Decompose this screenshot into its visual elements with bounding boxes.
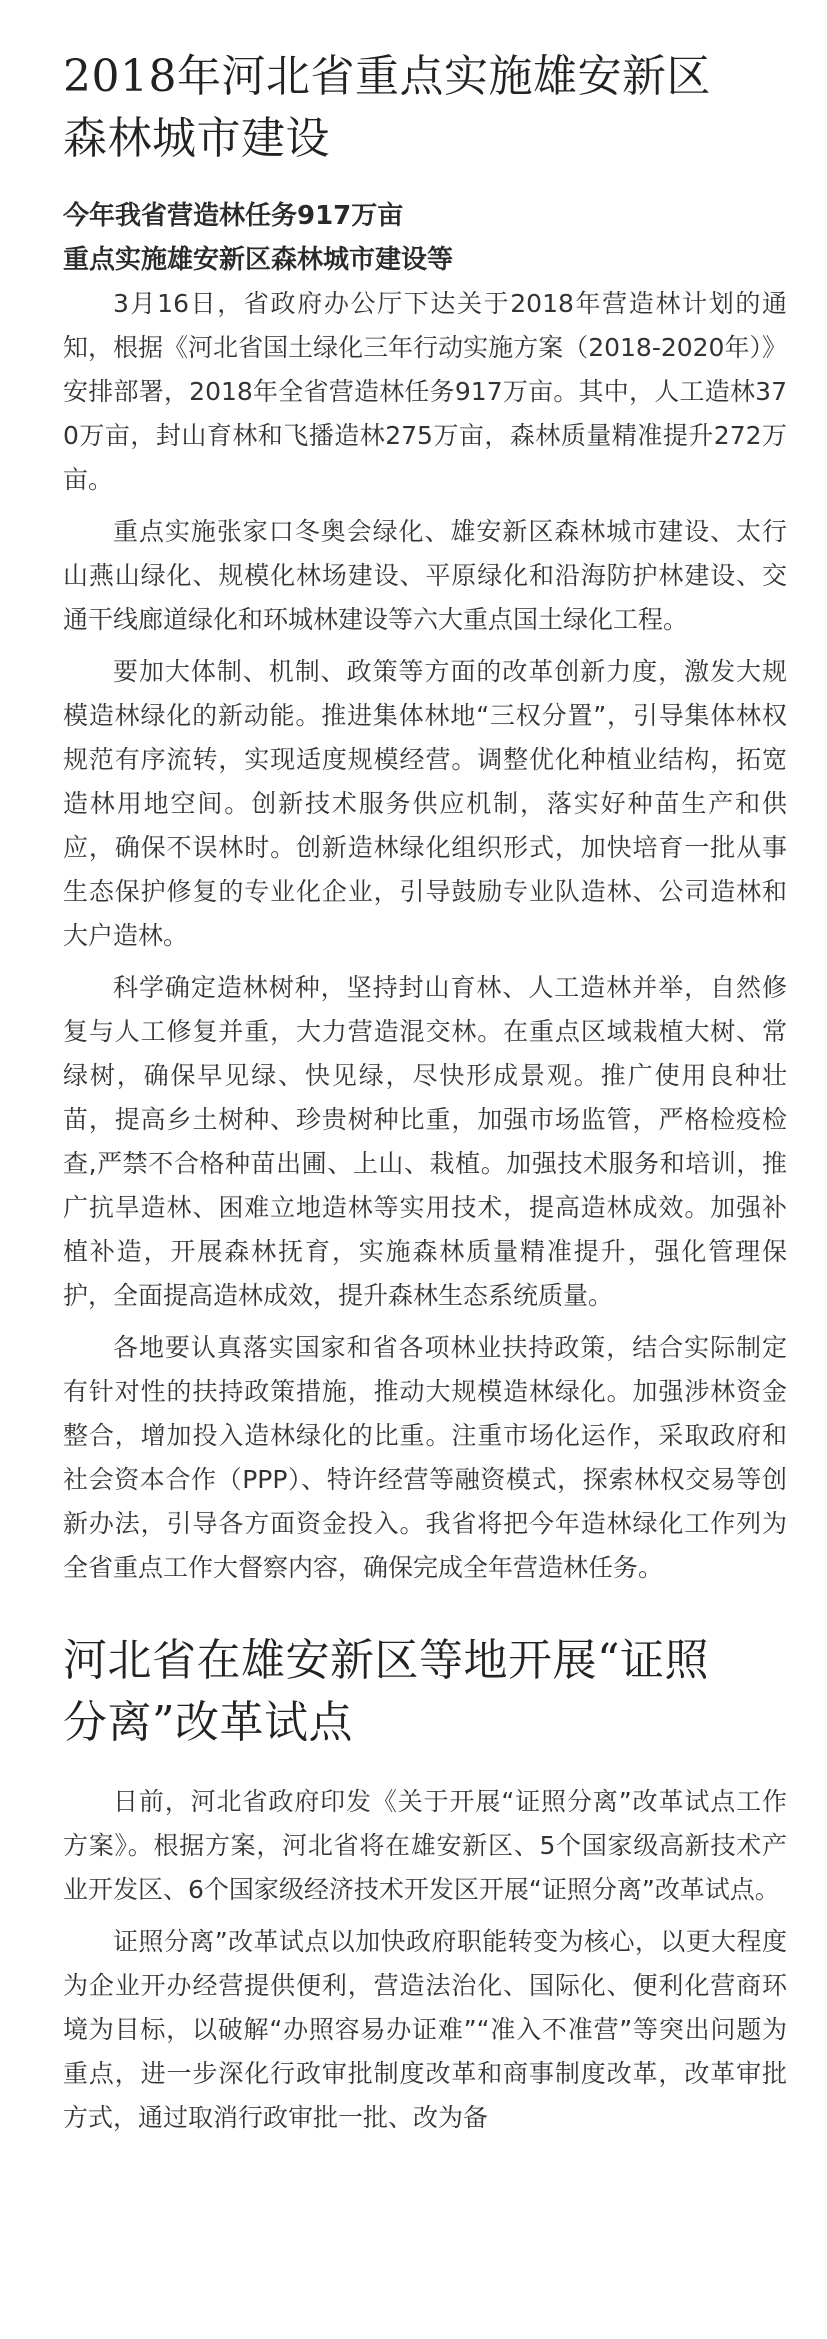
body-paragraph: 科学确定造林树种，坚持封山育林、人工造林并举，自然修复与人工修复并重，大力营造混交林。在重点区域栽植大树、常绿树，确保早见绿、快见绿，尽快形成景观。推广使用良种壮苗，提高乡土树种、珍贵树种比重，加强市场监管，严格检疫检查,严禁不合格种苗出圃、上山、栽植。加强技术服务和培训，推广抗旱造林、困难立地造林等实用技术，提高造林成效。加强补植补造，开展森林抚育，实施森林质量精准提升，强化管理保护，全面提高造林成效，提升森林生态系统质量。	[63, 973, 787, 1310]
body-paragraph: 证照分离”改革试点以加快政府职能转变为核心，以更大程度为企业开办经营提供便利，营造法治化、国际化、便利化营商环境为目标，以破解“办照容易办证难”“准入不准营”等突出问题为重点，进一步深化行政审批制度改革和商事制度改革，改革审批方式，通过取消行政审批一批、改为备	[63, 1927, 787, 2132]
article-title-block	[63, 46, 787, 170]
article-license-reform	[63, 1630, 787, 2140]
document-page	[63, 46, 787, 2148]
article-title-line-1: 河北省在雄安新区等地开展“证照	[63, 1635, 709, 1686]
article-title-line-2: 森林城市建设	[63, 113, 330, 164]
article-subtitle-line-2: 重点实施雄安新区森林城市建设等	[63, 245, 454, 275]
article-subtitle	[63, 194, 787, 282]
body-paragraph: 各地要认真落实国家和省各项林业扶持政策，结合实际制定有针对性的扶持政策措施，推动大规模造林绿化。加强涉林资金整合，增加投入造林绿化的比重。注重市场化运作，采取政府和社会资本合作（PPP）、特许经营等融资模式，探索林权交易等创新办法，引导各方面资金投入。我省将把今年造林绿化工作列为全省重点工作大督察内容，确保完成全年营造林任务。	[63, 1333, 787, 1582]
article-title	[63, 46, 787, 170]
body-paragraph: 日前，河北省政府印发《关于开展“证照分离”改革试点工作方案》。根据方案，河北省将在雄安新区、5个国家级高新技术产业开发区、6个国家级经济技术开发区开展“证照分离”改革试点。	[63, 1787, 787, 1904]
body-paragraph: 重点实施张家口冬奥会绿化、雄安新区森林城市建设、太行山燕山绿化、规模化林场建设、平原绿化和沿海防护林建设、交通干线廊道绿化和环城林建设等六大重点国土绿化工程。	[63, 517, 787, 634]
article-subtitle-line-1: 今年我省营造林任务917万亩	[63, 201, 404, 231]
article-title-line-2: 分离”改革试点	[63, 1697, 353, 1748]
body-paragraph: 要加大体制、机制、政策等方面的改革创新力度，激发大规模造林绿化的新动能。推进集体林地“三权分置”，引导集体林权规范有序流转，实现适度规模经营。调整优化种植业结构，拓宽造林用地空间。创新技术服务供应机制，落实好种苗生产和供应，确保不误林时。创新造林绿化组织形式，加快培育一批从事生态保护修复的专业化企业，引导鼓励专业队造林、公司造林和大户造林。	[63, 657, 787, 950]
body-paragraph: 3月16日，省政府办公厅下达关于2018年营造林计划的通知，根据《河北省国土绿化三年行动实施方案（2018-2020年）》安排部署，2018年全省营造林任务917万亩。其中，人工造林370万亩，封山育林和飞播造林275万亩，森林质量精准提升272万亩。	[63, 289, 787, 494]
article-title	[63, 1630, 787, 1754]
article-forest-city	[63, 46, 787, 1590]
article-title-line-1: 2018年河北省重点实施雄安新区	[63, 51, 711, 102]
